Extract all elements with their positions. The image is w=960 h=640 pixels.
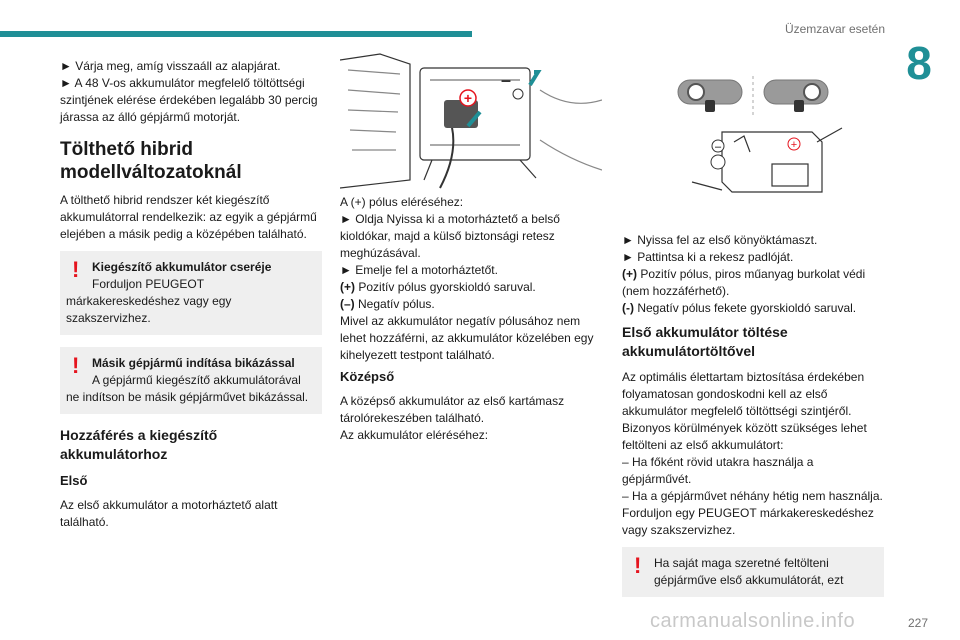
warning-text: márkakereskedéshez vagy egy szakszervizhez. — [66, 294, 232, 325]
warning-icon: ! — [634, 553, 642, 578]
warning-text: ne indítson be másik gépjárművet bikázással. — [66, 390, 309, 404]
charge-contact-dealer: Forduljon egy PEUGEOT márkakereskedéshez vagy szakszervizhez. — [622, 506, 874, 537]
plus-pole-marker: + — [463, 90, 473, 106]
charge-text: Az optimális élettartam biztosítása érdekében folyamatosan gondoskodni kell az első akkumulátor megfelelő töltöttségi szintjéről. — [622, 370, 865, 418]
step-remove-floor: ► Pattintsa ki a rekesz padlóját. — [622, 250, 794, 264]
minus-pole-line — [340, 296, 602, 313]
column-2 — [340, 194, 602, 444]
condition-unused: – Ha a gépjárművet néhány hétig nem használja. — [622, 489, 883, 503]
minus-pole-line — [622, 300, 884, 317]
bullet-wait-idle: ► Várja meg, amíg visszaáll az alapjárat. — [60, 59, 281, 73]
minus-text: Negatív pólus fekete gyorskioldó saruval. — [637, 301, 857, 315]
warning-text-line: Forduljon PEUGEOT — [92, 277, 205, 291]
heading-charging: Első akkumulátor töltése akkumulátortöltővel — [622, 324, 788, 359]
step-open-armrest: ► Nyissa fel az első könyöktámaszt. — [622, 233, 818, 247]
warning-box-self-charge — [622, 547, 884, 597]
ground-text: Mivel az akkumulátor negatív pólusához nem lehet hozzáférni, az akkumulátor közelében egy kihelyezett testpont található. — [340, 314, 594, 362]
charge-conditions: Bizonyos körülmények között szükséges lehet feltölteni az első akkumulátort: — [622, 421, 867, 452]
warning-text: Ha saját maga szeretné feltölteni gépjárműve első akkumulátorát, ezt — [654, 556, 844, 587]
plus-pole-line — [622, 266, 884, 300]
step-lift-hood: ► Emelje fel a motorháztetőt. — [340, 263, 498, 277]
warning-box-replacement — [60, 251, 322, 335]
middle-text: A középső akkumulátor az első kartámasz tárolórekeszében található. — [340, 394, 565, 425]
warning-icon: ! — [72, 257, 80, 282]
warning-title: Másik gépjármű indítása bikázással — [92, 356, 295, 370]
condition-short-trips: – Ha főként rövid utakra használja a gépjárművét. — [622, 455, 814, 486]
plus-label: (+) — [622, 267, 637, 281]
plus-text: Pozitív pólus, piros műanyag burkolat védi (nem hozzáférhető). — [622, 267, 866, 298]
section-title: Üzemzavar esetén — [784, 22, 885, 36]
heading-access: Hozzáférés a kiegészítő akkumulátorhoz — [60, 427, 218, 462]
hybrid-text: A tölthető hibrid rendszer két kiegészítő akkumulátorral rendelkezik: az egyik a gépjármű elejében a másik pedig a középében található. — [60, 193, 317, 241]
column-3 — [622, 232, 884, 609]
access-intro: A (+) pólus eléréséhez: — [340, 195, 464, 209]
heading-middle: Középső — [340, 369, 395, 384]
warning-text-line: A gépjármű kiegészítő akkumulátorával — [92, 373, 301, 387]
engine-battery-illustration — [340, 50, 602, 190]
bullet-run-engine: ► A 48 V-os akkumulátor megfelelő töltöttségi szintjének elérése érdekében legalább 30 percig járassa az álló gépjármű motorját. — [60, 76, 318, 124]
step-open-hood: ► Oldja Nyissa ki a motorháztető a belső kioldókar, majd a külső biztonsági retesz meghúzásával. — [340, 212, 560, 260]
heading-plugin-hybrid: Tölthető hibrid modellváltozatoknál — [60, 139, 242, 183]
minus-label: (–) — [340, 297, 355, 311]
chapter-number: 8 — [906, 37, 932, 89]
header-accent-bar — [0, 31, 472, 37]
column-1 — [60, 58, 322, 531]
watermark: carmanualsonline.info — [650, 610, 856, 632]
plus-marker: + — [790, 139, 798, 151]
minus-text: Negatív pólus. — [358, 297, 435, 311]
plus-label: (+) — [340, 280, 355, 294]
warning-icon: ! — [72, 353, 80, 378]
middle-access: Az akkumulátor eléréséhez: — [340, 428, 489, 442]
minus-pole-marker: – — [500, 70, 512, 90]
minus-label: (-) — [622, 301, 634, 315]
heading-front: Első — [60, 473, 88, 488]
plus-pole-line — [340, 279, 602, 296]
warning-title: Kiegészítő akkumulátor cseréje — [92, 260, 272, 274]
plus-text: Pozitív pólus gyorskioldó saruval. — [358, 280, 536, 294]
armrest-battery-illustration — [622, 72, 884, 222]
page-number: 227 — [908, 616, 929, 630]
minus-marker: – — [714, 141, 722, 153]
warning-box-jumpstart — [60, 347, 322, 414]
front-text: Az első akkumulátor a motorháztető alatt található. — [60, 498, 278, 529]
